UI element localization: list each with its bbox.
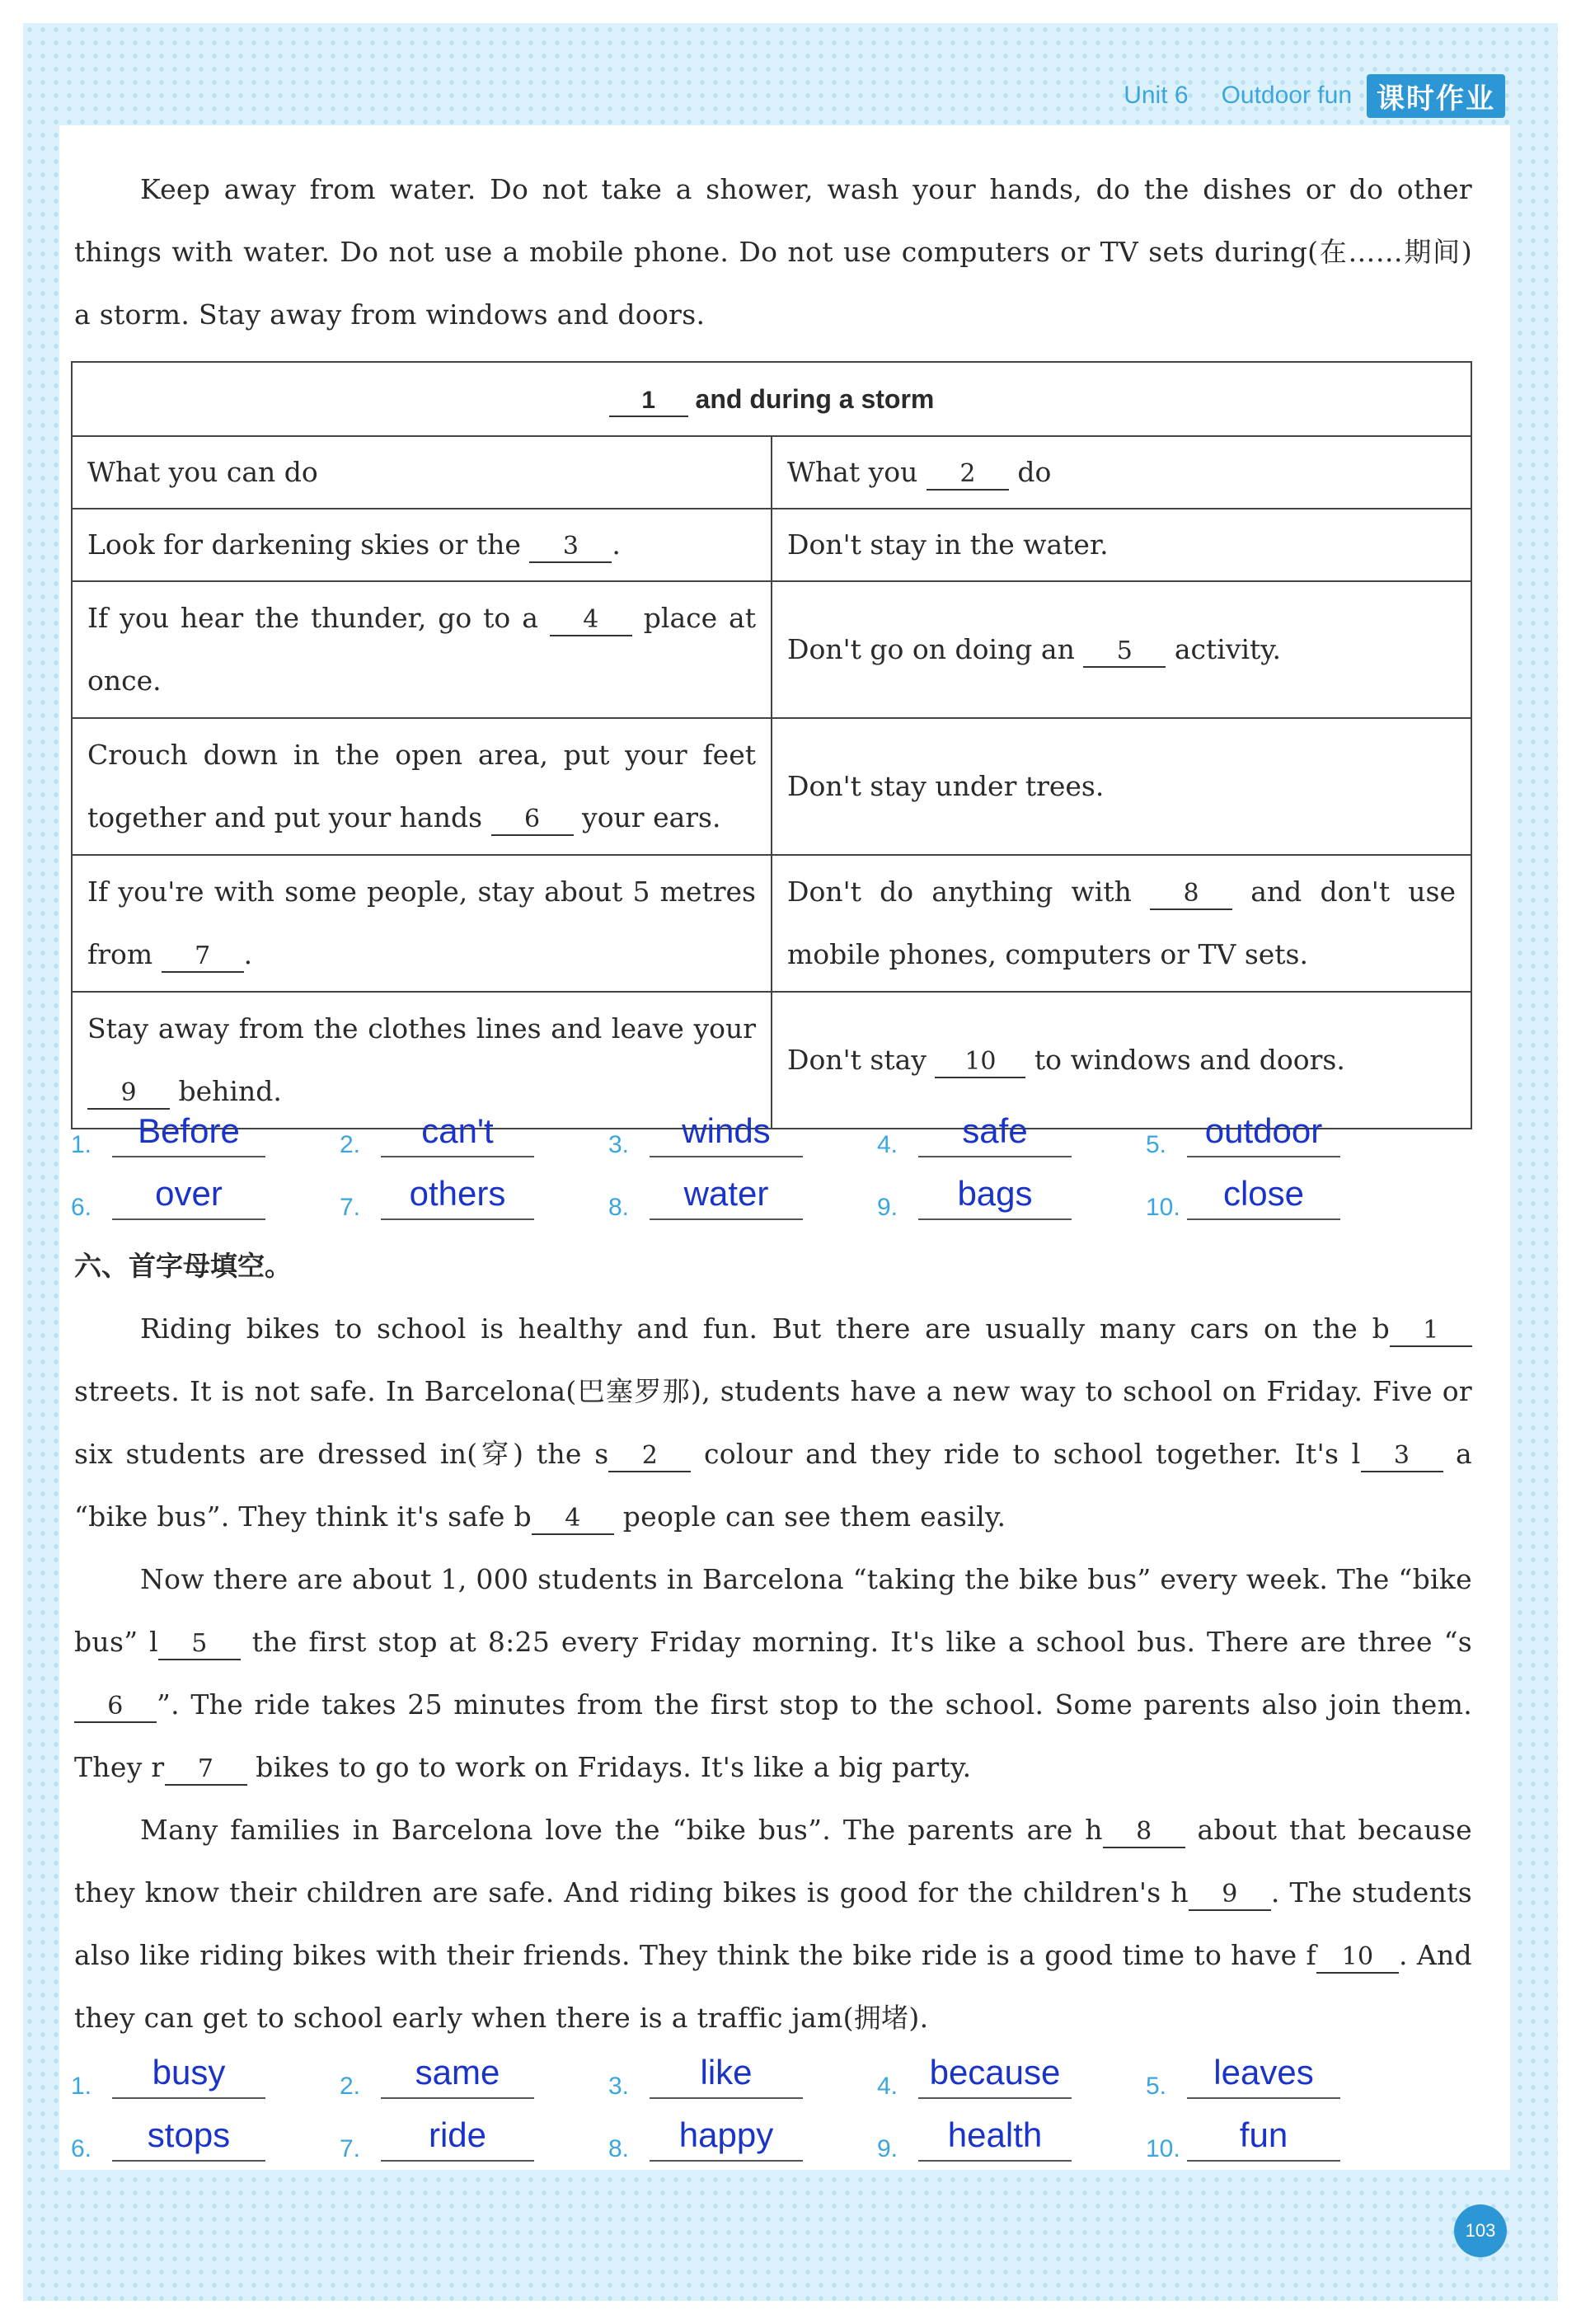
answer-field[interactable]: 7. others <box>340 1166 534 1225</box>
table-row-cell: Stay away from the clothes lines and leave your 9 behind. <box>72 992 772 1129</box>
answer-field[interactable]: 5. leaves <box>1146 2045 1340 2104</box>
page-number: 103 <box>1454 2204 1507 2257</box>
answer-field[interactable]: 6. stops <box>71 2107 265 2167</box>
table-title-text: and during a storm <box>695 384 935 414</box>
blank-4: 4 <box>550 605 632 636</box>
col1-header: What you can do <box>72 436 772 509</box>
table-row-cell: If you hear the thunder, go to a 4 place at once. <box>72 581 772 718</box>
answer-field[interactable]: 4. safe <box>877 1103 1072 1162</box>
section-title: 六、首字母填空。 <box>74 1250 292 1282</box>
table-row-cell: Don't stay under trees. <box>772 718 1471 855</box>
blank-9: 9 <box>87 1078 170 1110</box>
blank-1: 1 <box>609 386 688 417</box>
answer-field[interactable]: 2. can't <box>340 1103 534 1162</box>
blank-p6: 6 <box>74 1692 157 1723</box>
blank-5: 5 <box>1083 636 1166 668</box>
table-title <box>72 362 1471 436</box>
answer-row <box>71 1103 1472 1162</box>
blank-p1: 1 <box>1390 1316 1472 1347</box>
answer-row <box>71 2045 1472 2104</box>
answer-field[interactable]: 10. close <box>1146 1166 1340 1225</box>
blank-p10: 10 <box>1316 1942 1399 1974</box>
answer-field[interactable]: 2. same <box>340 2045 534 2104</box>
answer-field[interactable]: 8. happy <box>608 2107 803 2167</box>
answer-field[interactable]: 10. fun <box>1146 2107 1340 2167</box>
answer-row <box>71 2107 1472 2167</box>
passage: Riding bikes to school is healthy and fun. But there are usually many cars on the b 1 streets. It is not safe. In Barcelona(巴塞罗那), students have a new way to school on Friday. Five or six students are dressed in(穿) the s 2 colour and they ride to school together. It's l 3 a “bike bus”. They think it's safe b 4 people can see them easily. Now there are about 1, 000 students in Barcelona “taking the bike bus” every week. The “bike bus” l 5 the first stop at 8:25 every Friday morning. It's like a school bus. There are three “s6 ”. The ride takes 25 minutes from the first stop to the school. Some parents also join them. They r 7 bikes to go to work on Fridays. It's like a big party. Many families in Barcelona love the “bike bus”. The parents are h 8 about that because they know their children are safe. And riding bikes is good for the children's h 9 . The students also like riding bikes with their friends. They think the bike ride is a good time to have f 10 . And they can get to school early when there is a traffic jam(拥堵). <box>74 1312 1473 2034</box>
answer-field[interactable]: 5. outdoor <box>1146 1103 1340 1162</box>
blank-p2: 2 <box>608 1441 691 1472</box>
table-row-cell: Don't stay in the water. <box>772 509 1471 581</box>
blank-p4: 4 <box>532 1504 614 1535</box>
blank-10: 10 <box>935 1047 1025 1078</box>
col2-header: What you 2 do <box>772 436 1471 509</box>
blank-p9: 9 <box>1189 1880 1271 1911</box>
answer-field[interactable]: 9. bags <box>877 1166 1072 1225</box>
brand-logo: 课时作业 <box>1367 74 1505 118</box>
intro-text: Keep away from water. Do not take a shower, wash your hands, do the dishes or do other things with water. Do not use a mobile phone. Do not use computers or TV sets during(在……期间) a storm. Stay away from windows and doors. <box>74 173 1472 331</box>
topic-label: Outdoor fun <box>1221 82 1352 109</box>
page-header <box>1124 73 1505 119</box>
answer-field[interactable]: 9. health <box>877 2107 1072 2167</box>
answer-field[interactable]: 1. Before <box>71 1103 265 1162</box>
blank-6: 6 <box>491 805 574 836</box>
blank-2: 2 <box>927 459 1009 491</box>
intro-paragraph <box>74 158 1472 346</box>
blank-3: 3 <box>529 532 612 563</box>
table-row-cell: Don't go on doing an 5 activity. <box>772 581 1471 718</box>
blank-8: 8 <box>1150 879 1232 910</box>
blank-p7: 7 <box>165 1754 247 1786</box>
table-row-cell: Don't stay 10 to windows and doors. <box>772 992 1471 1129</box>
answer-field[interactable]: 7. ride <box>340 2107 534 2167</box>
blank-p8: 8 <box>1103 1817 1185 1848</box>
table-row-cell: Don't do anything with 8 and don't use mobile phones, computers or TV sets. <box>772 855 1471 992</box>
blank-p3: 3 <box>1361 1441 1443 1472</box>
table-row-cell: Crouch down in the open area, put your feet together and put your hands 6 your ears. <box>72 718 772 855</box>
storm-table <box>71 361 1472 1129</box>
answer-field[interactable]: 6. over <box>71 1166 265 1225</box>
answer-field[interactable]: 3. winds <box>608 1103 803 1162</box>
answer-field[interactable]: 3. like <box>608 2045 803 2104</box>
blank-p5: 5 <box>158 1629 241 1660</box>
answer-row <box>71 1166 1472 1225</box>
blank-7: 7 <box>162 941 244 973</box>
answer-field[interactable]: 4. because <box>877 2045 1072 2104</box>
answer-field[interactable]: 1. busy <box>71 2045 265 2104</box>
unit-label: Unit 6 <box>1124 82 1189 109</box>
table-row-cell: Look for darkening skies or the 3 . <box>72 509 772 581</box>
table-row-cell: If you're with some people, stay about 5 metres from 7 . <box>72 855 772 992</box>
answer-field[interactable]: 8. water <box>608 1166 803 1225</box>
